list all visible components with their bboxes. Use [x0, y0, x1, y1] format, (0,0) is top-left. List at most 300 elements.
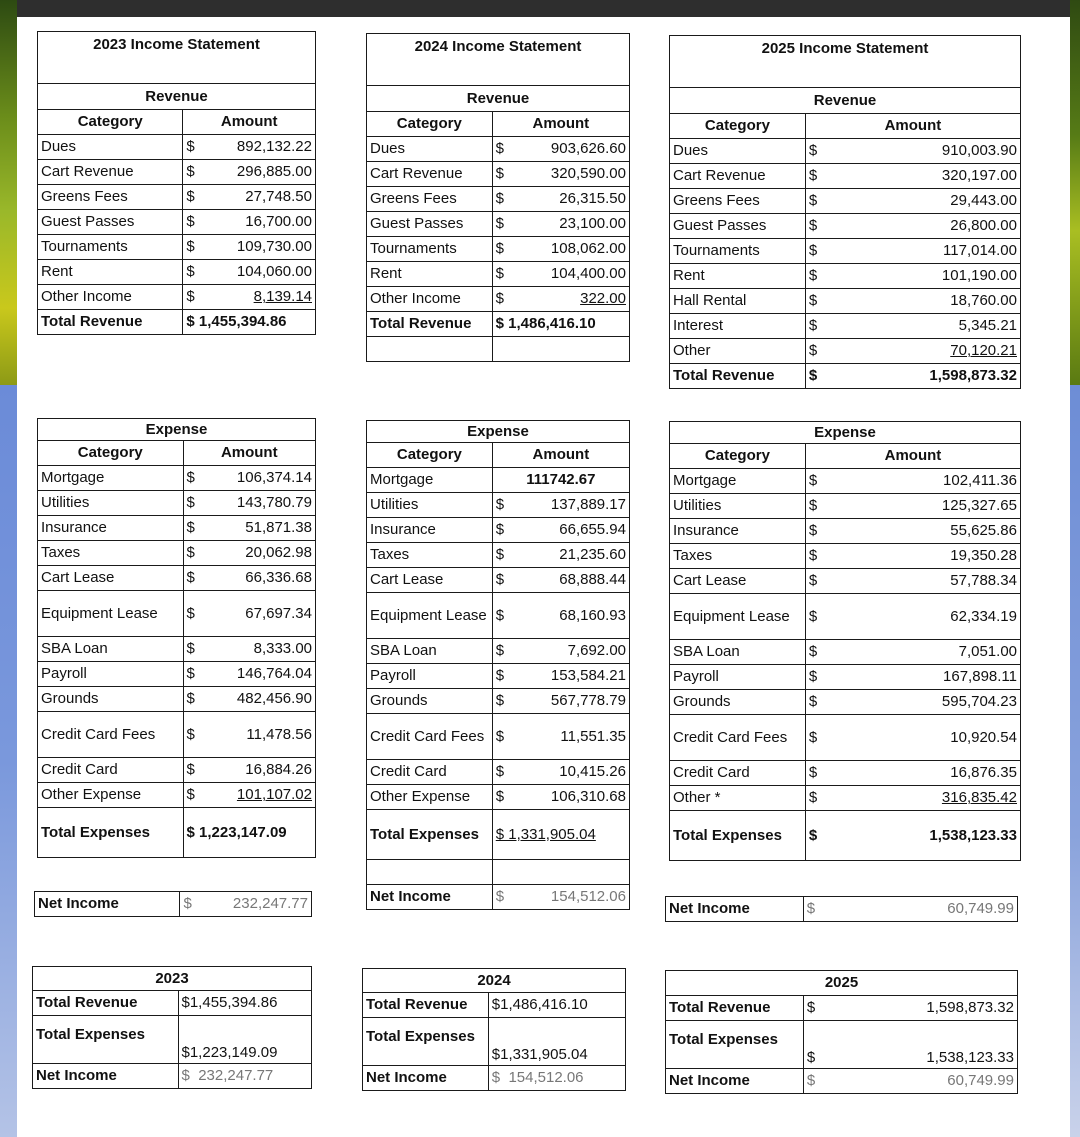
column-header-category: Category	[367, 443, 493, 468]
row-amount	[183, 160, 316, 185]
revenue-table-2025	[669, 35, 1021, 389]
amount-value: 66,655.94	[559, 521, 626, 539]
row-category: Insurance	[38, 516, 184, 541]
row-category: Mortgage	[38, 466, 184, 491]
dollar-sign: $	[808, 522, 818, 540]
net-income-row	[367, 885, 630, 910]
row-amount	[492, 162, 629, 187]
total-amount	[805, 364, 1020, 389]
row-amount	[805, 519, 1020, 544]
summary-table-2023	[32, 966, 312, 1089]
row-category: Credit Card	[670, 761, 806, 786]
row-amount	[805, 594, 1020, 640]
summary-row	[33, 1016, 312, 1064]
row-category: Hall Rental	[670, 289, 806, 314]
summary-total-expenses: $1,223,149.09	[178, 1016, 312, 1064]
row-amount	[805, 494, 1020, 519]
row-category: Utilities	[367, 493, 493, 518]
table-row	[670, 339, 1021, 364]
dollar-sign: $	[495, 571, 505, 589]
table-row	[367, 760, 630, 785]
dollar-sign: $	[808, 764, 818, 782]
net-income-amount	[803, 897, 1017, 922]
summary-total-expenses: $1,331,905.04	[488, 1018, 625, 1066]
table-row	[38, 160, 316, 185]
row-category: Insurance	[670, 519, 806, 544]
row-amount	[805, 544, 1020, 569]
summary-net-income	[803, 1069, 1017, 1094]
amount-value: 104,400.00	[550, 265, 626, 283]
dollar-sign: $	[808, 572, 818, 590]
table-row	[670, 640, 1021, 665]
row-amount	[183, 466, 315, 491]
row-category: Other *	[670, 786, 806, 811]
dollar-sign: $	[808, 217, 818, 235]
amount-value: 55,625.86	[950, 522, 1017, 540]
section-label: Revenue	[670, 88, 1021, 114]
empty-cell	[367, 860, 493, 885]
amount-value: 5,345.21	[958, 317, 1017, 335]
amount-value: 19,350.28	[950, 547, 1017, 565]
dollar-sign: $	[495, 888, 505, 906]
dollar-sign: $	[495, 763, 505, 781]
table-row	[670, 519, 1021, 544]
table-row	[670, 139, 1021, 164]
row-amount	[183, 491, 315, 516]
amount-value: 316,835.42	[941, 789, 1017, 807]
total-row	[670, 364, 1021, 389]
row-category: Credit Card	[38, 758, 184, 783]
table-row	[38, 491, 316, 516]
dollar-sign: $	[808, 643, 818, 661]
row-amount	[183, 235, 316, 260]
row-category: Cart Lease	[38, 566, 184, 591]
table-row	[367, 689, 630, 714]
row-category: Other Income	[38, 285, 183, 310]
amount-value: 320,590.00	[550, 165, 626, 183]
row-amount	[492, 689, 629, 714]
table-row	[367, 639, 630, 664]
dollar-sign: $	[495, 165, 504, 183]
top-bar	[17, 0, 1070, 17]
row-amount	[183, 687, 315, 712]
row-amount	[805, 189, 1020, 214]
row-category: Equipment Lease	[367, 593, 493, 639]
summary-total-expenses-label: Total Expenses	[666, 1021, 804, 1069]
amount-value: 106,374.14	[236, 469, 312, 487]
table-row	[670, 264, 1021, 289]
amount-value: 57,788.34	[950, 572, 1017, 590]
table-row	[38, 466, 316, 491]
dollar-sign: $	[495, 290, 504, 308]
table-row	[367, 137, 630, 162]
summary-heading: 2024	[363, 969, 626, 993]
row-amount	[492, 187, 629, 212]
table-row	[367, 664, 630, 689]
table-row	[38, 541, 316, 566]
summary-total-revenue-label: Total Revenue	[33, 991, 179, 1016]
dollar-sign: $	[186, 604, 195, 622]
summary-row	[666, 1021, 1018, 1069]
row-amount	[183, 541, 315, 566]
summary-net-income	[178, 1064, 312, 1089]
amount-value: 167,898.11	[943, 668, 1017, 686]
row-category: Greens Fees	[367, 187, 493, 212]
summary-row	[363, 1018, 626, 1066]
amount-value: 903,626.60	[550, 140, 626, 158]
row-category: Utilities	[670, 494, 806, 519]
section-label: Expense	[367, 421, 630, 443]
dollar-sign: $	[186, 761, 195, 779]
section-label: Revenue	[367, 86, 630, 112]
table-row	[670, 594, 1021, 640]
background-foliage-left	[0, 0, 17, 385]
row-amount	[805, 289, 1020, 314]
amount-value: 296,885.00	[236, 163, 312, 181]
table-row	[670, 239, 1021, 264]
row-category: Dues	[367, 137, 493, 162]
amount-value: 232,247.77	[198, 1067, 274, 1085]
column-header-amount: Amount	[805, 444, 1020, 469]
summary-row	[666, 1069, 1018, 1094]
table-row	[38, 591, 316, 637]
dollar-sign: $	[186, 469, 195, 487]
row-amount	[183, 135, 316, 160]
amount-value: 892,132.22	[236, 138, 312, 156]
row-amount	[492, 664, 629, 689]
summary-total-revenue-label: Total Revenue	[666, 996, 804, 1021]
table-row	[670, 314, 1021, 339]
amount-value: 16,876.35	[950, 764, 1017, 782]
row-amount	[805, 469, 1020, 494]
summary-total-revenue	[803, 996, 1017, 1021]
row-category: Mortgage	[670, 469, 806, 494]
row-amount	[805, 139, 1020, 164]
table-row	[367, 493, 630, 518]
amount-value: 11,478.56	[246, 725, 312, 743]
table-row	[38, 566, 316, 591]
table-row	[38, 135, 316, 160]
dollar-sign: $	[495, 265, 504, 283]
table-row	[367, 714, 630, 760]
expense-table-2024	[366, 420, 630, 910]
row-category: Other Expense	[367, 785, 493, 810]
dollar-sign: $	[808, 367, 818, 385]
row-category: SBA Loan	[670, 640, 806, 665]
row-category: Rent	[367, 262, 493, 287]
row-category: Equipment Lease	[670, 594, 806, 640]
row-category: Other Expense	[38, 783, 184, 808]
row-category: Dues	[670, 139, 806, 164]
dollar-sign: $	[186, 138, 195, 156]
row-amount	[183, 566, 315, 591]
amount-value: 146,764.04	[236, 665, 312, 683]
total-label: Total Expenses	[367, 810, 493, 860]
column-header-category: Category	[670, 114, 806, 139]
row-amount	[492, 543, 629, 568]
summary-heading: 2025	[666, 971, 1018, 996]
row-amount	[492, 237, 629, 262]
row-amount	[492, 212, 629, 237]
dollar-sign: $	[808, 789, 818, 807]
dollar-sign: $	[186, 163, 195, 181]
amount-value: 101,107.02	[236, 786, 312, 804]
total-label: Total Revenue	[367, 312, 493, 337]
table-row	[367, 518, 630, 543]
dollar-sign: $	[186, 494, 195, 512]
row-amount	[805, 715, 1020, 761]
total-row	[38, 310, 316, 335]
revenue-table-2023	[37, 31, 316, 335]
column-header-category: Category	[38, 441, 184, 466]
total-label: Total Expenses	[38, 808, 184, 858]
net-income-table-2025	[665, 896, 1018, 922]
amount-value: 7,051.00	[958, 643, 1017, 661]
dollar-sign: $	[808, 292, 818, 310]
amount-value: 7,692.00	[567, 642, 626, 660]
row-category: Credit Card Fees	[38, 712, 184, 758]
dollar-sign: $	[186, 665, 195, 683]
summary-net-income-label: Net Income	[33, 1064, 179, 1089]
dollar-sign: $	[808, 472, 818, 490]
dollar-sign: $	[186, 188, 195, 206]
amount-value: 1,538,123.33	[926, 1048, 1014, 1066]
table-row	[670, 761, 1021, 786]
table-row	[367, 212, 630, 237]
row-amount	[805, 761, 1020, 786]
amount-value: 16,700.00	[245, 213, 312, 231]
amount-value: 66,336.68	[245, 569, 312, 587]
amount-value: 18,760.00	[950, 292, 1017, 310]
amount-value: 143,780.79	[236, 494, 312, 512]
empty-cell	[492, 337, 629, 362]
amount-value: 10,920.54	[950, 728, 1017, 746]
statement-title: 2025 Income Statement	[670, 36, 1021, 88]
row-amount	[183, 662, 315, 687]
row-category: Taxes	[38, 541, 184, 566]
dollar-sign: $	[808, 728, 818, 746]
expense-table-2023	[37, 418, 316, 858]
net-income-amount	[180, 892, 312, 917]
summary-row	[33, 991, 312, 1016]
row-amount	[805, 690, 1020, 715]
row-category: Utilities	[38, 491, 184, 516]
amount-value: 68,888.44	[559, 571, 626, 589]
dollar-sign: $	[808, 167, 818, 185]
table-row	[38, 687, 316, 712]
dollar-sign: $	[808, 192, 818, 210]
row-category: Mortgage	[367, 468, 493, 493]
dollar-sign: $	[491, 1069, 501, 1087]
amount-value: 21,235.60	[559, 546, 626, 564]
row-amount	[183, 516, 315, 541]
table-row	[670, 289, 1021, 314]
row-amount	[492, 137, 629, 162]
background-foliage-right	[1070, 0, 1080, 385]
row-amount	[183, 210, 316, 235]
dollar-sign: $	[186, 263, 195, 281]
row-amount	[492, 593, 629, 639]
amount-value: 910,003.90	[941, 142, 1017, 160]
summary-row	[363, 1066, 626, 1091]
dollar-sign: $	[808, 342, 818, 360]
table-row	[670, 469, 1021, 494]
amount-value: 106,310.68	[550, 788, 626, 806]
table-row	[670, 786, 1021, 811]
dollar-sign: $	[186, 238, 195, 256]
amount-value: 16,884.26	[245, 761, 312, 779]
amount-value: 67,697.34	[245, 604, 312, 622]
row-category: Cart Revenue	[367, 162, 493, 187]
table-row	[367, 568, 630, 593]
row-category: Credit Card	[367, 760, 493, 785]
amount-value: 101,190.00	[941, 267, 1017, 285]
table-row	[367, 237, 630, 262]
row-category: Tournaments	[367, 237, 493, 262]
dollar-sign: $	[495, 496, 505, 514]
table-row	[38, 285, 316, 310]
table-row	[367, 543, 630, 568]
table-row	[38, 758, 316, 783]
amount-value: 51,871.38	[245, 519, 312, 537]
amount-value: 20,062.98	[245, 544, 312, 562]
dollar-sign: $	[808, 607, 818, 625]
amount-value: 29,443.00	[950, 192, 1017, 210]
amount-value: 595,704.23	[941, 693, 1017, 711]
dollar-sign: $	[808, 693, 818, 711]
table-row	[670, 715, 1021, 761]
net-income-amount	[492, 885, 629, 910]
row-category: Taxes	[670, 544, 806, 569]
row-category: Taxes	[367, 543, 493, 568]
summary-total-revenue: $1,486,416.10	[488, 993, 625, 1018]
amount-value: 154,512.06	[508, 1069, 584, 1087]
total-label: Total Expenses	[670, 811, 806, 861]
row-category: Rent	[38, 260, 183, 285]
amount-value: 153,584.21	[550, 667, 626, 685]
amount-value: 117,014.00	[943, 242, 1017, 260]
row-amount	[183, 758, 315, 783]
summary-table-2025	[665, 970, 1018, 1094]
row-category: Cart Lease	[367, 568, 493, 593]
row-category: Other Income	[367, 287, 493, 312]
amount-value: 137,889.17	[550, 496, 626, 514]
total-row	[367, 810, 630, 860]
table-row	[38, 662, 316, 687]
table-row	[38, 210, 316, 235]
table-row	[670, 214, 1021, 239]
row-amount	[805, 339, 1020, 364]
row-amount	[805, 786, 1020, 811]
row-category: Grounds	[38, 687, 184, 712]
section-label: Expense	[38, 419, 316, 441]
table-row	[367, 262, 630, 287]
dollar-sign: $	[186, 640, 195, 658]
total-row	[367, 312, 630, 337]
net-income-label: Net Income	[35, 892, 180, 917]
table-row	[38, 783, 316, 808]
document-page	[17, 17, 1070, 1137]
amount-value: 23,100.00	[559, 215, 626, 233]
row-category: Guest Passes	[670, 214, 806, 239]
dollar-sign: $	[495, 667, 505, 685]
dollar-sign: $	[808, 242, 818, 260]
amount-value: 70,120.21	[950, 342, 1017, 360]
amount-value: 109,730.00	[236, 238, 312, 256]
summary-total-expenses	[803, 1021, 1017, 1069]
row-amount	[805, 239, 1020, 264]
row-category: Grounds	[670, 690, 806, 715]
table-row	[38, 516, 316, 541]
table-row	[38, 260, 316, 285]
amount-value: 60,749.99	[947, 1072, 1014, 1090]
row-amount	[492, 714, 629, 760]
summary-total-expenses-label: Total Expenses	[363, 1018, 489, 1066]
dollar-sign: $	[186, 213, 195, 231]
row-category: Cart Revenue	[670, 164, 806, 189]
amount-value: 567,778.79	[550, 692, 626, 710]
amount-value: 1,598,873.32	[926, 999, 1014, 1017]
amount-value: 154,512.06	[550, 888, 626, 906]
section-label: Expense	[670, 422, 1021, 444]
dollar-sign: $	[186, 690, 195, 708]
table-row	[367, 187, 630, 212]
summary-total-revenue: $1,455,394.86	[178, 991, 312, 1016]
dollar-sign: $	[808, 317, 818, 335]
table-row	[38, 637, 316, 662]
row-amount	[805, 665, 1020, 690]
empty-cell	[367, 337, 493, 362]
amount-value: 1,598,873.32	[929, 367, 1017, 385]
row-category: Equipment Lease	[38, 591, 184, 637]
background-blue-right	[1070, 385, 1080, 1137]
amount-value: 322.00	[580, 290, 626, 308]
row-category: Insurance	[367, 518, 493, 543]
net-income-label: Net Income	[666, 897, 804, 922]
column-header-amount: Amount	[492, 112, 629, 137]
row-amount: 111742.67	[492, 468, 629, 493]
dollar-sign: $	[495, 240, 504, 258]
row-amount	[183, 783, 315, 808]
revenue-table-2024	[366, 33, 630, 362]
amount-value: 8,333.00	[253, 640, 312, 658]
dollar-sign: $	[186, 725, 195, 743]
summary-net-income-label: Net Income	[363, 1066, 489, 1091]
row-category: Cart Revenue	[38, 160, 183, 185]
row-category: Tournaments	[670, 239, 806, 264]
table-row	[367, 287, 630, 312]
dollar-sign: $	[806, 999, 816, 1017]
summary-total-revenue-label: Total Revenue	[363, 993, 489, 1018]
dollar-sign: $	[186, 569, 195, 587]
row-amount	[492, 639, 629, 664]
dollar-sign: $	[808, 497, 818, 515]
amount-value: 125,327.65	[941, 497, 1017, 515]
row-category: Interest	[670, 314, 806, 339]
amount-value: 62,334.19	[950, 607, 1017, 625]
row-category: Cart Lease	[670, 569, 806, 594]
dollar-sign: $	[186, 786, 195, 804]
total-amount: $ 1,331,905.04	[492, 810, 629, 860]
row-category: SBA Loan	[367, 639, 493, 664]
total-row	[38, 808, 316, 858]
net-income-row	[35, 892, 312, 917]
column-header-category: Category	[38, 110, 183, 135]
dollar-sign: $	[806, 1048, 816, 1066]
row-amount	[183, 185, 316, 210]
row-category: Other	[670, 339, 806, 364]
row-amount	[183, 712, 315, 758]
